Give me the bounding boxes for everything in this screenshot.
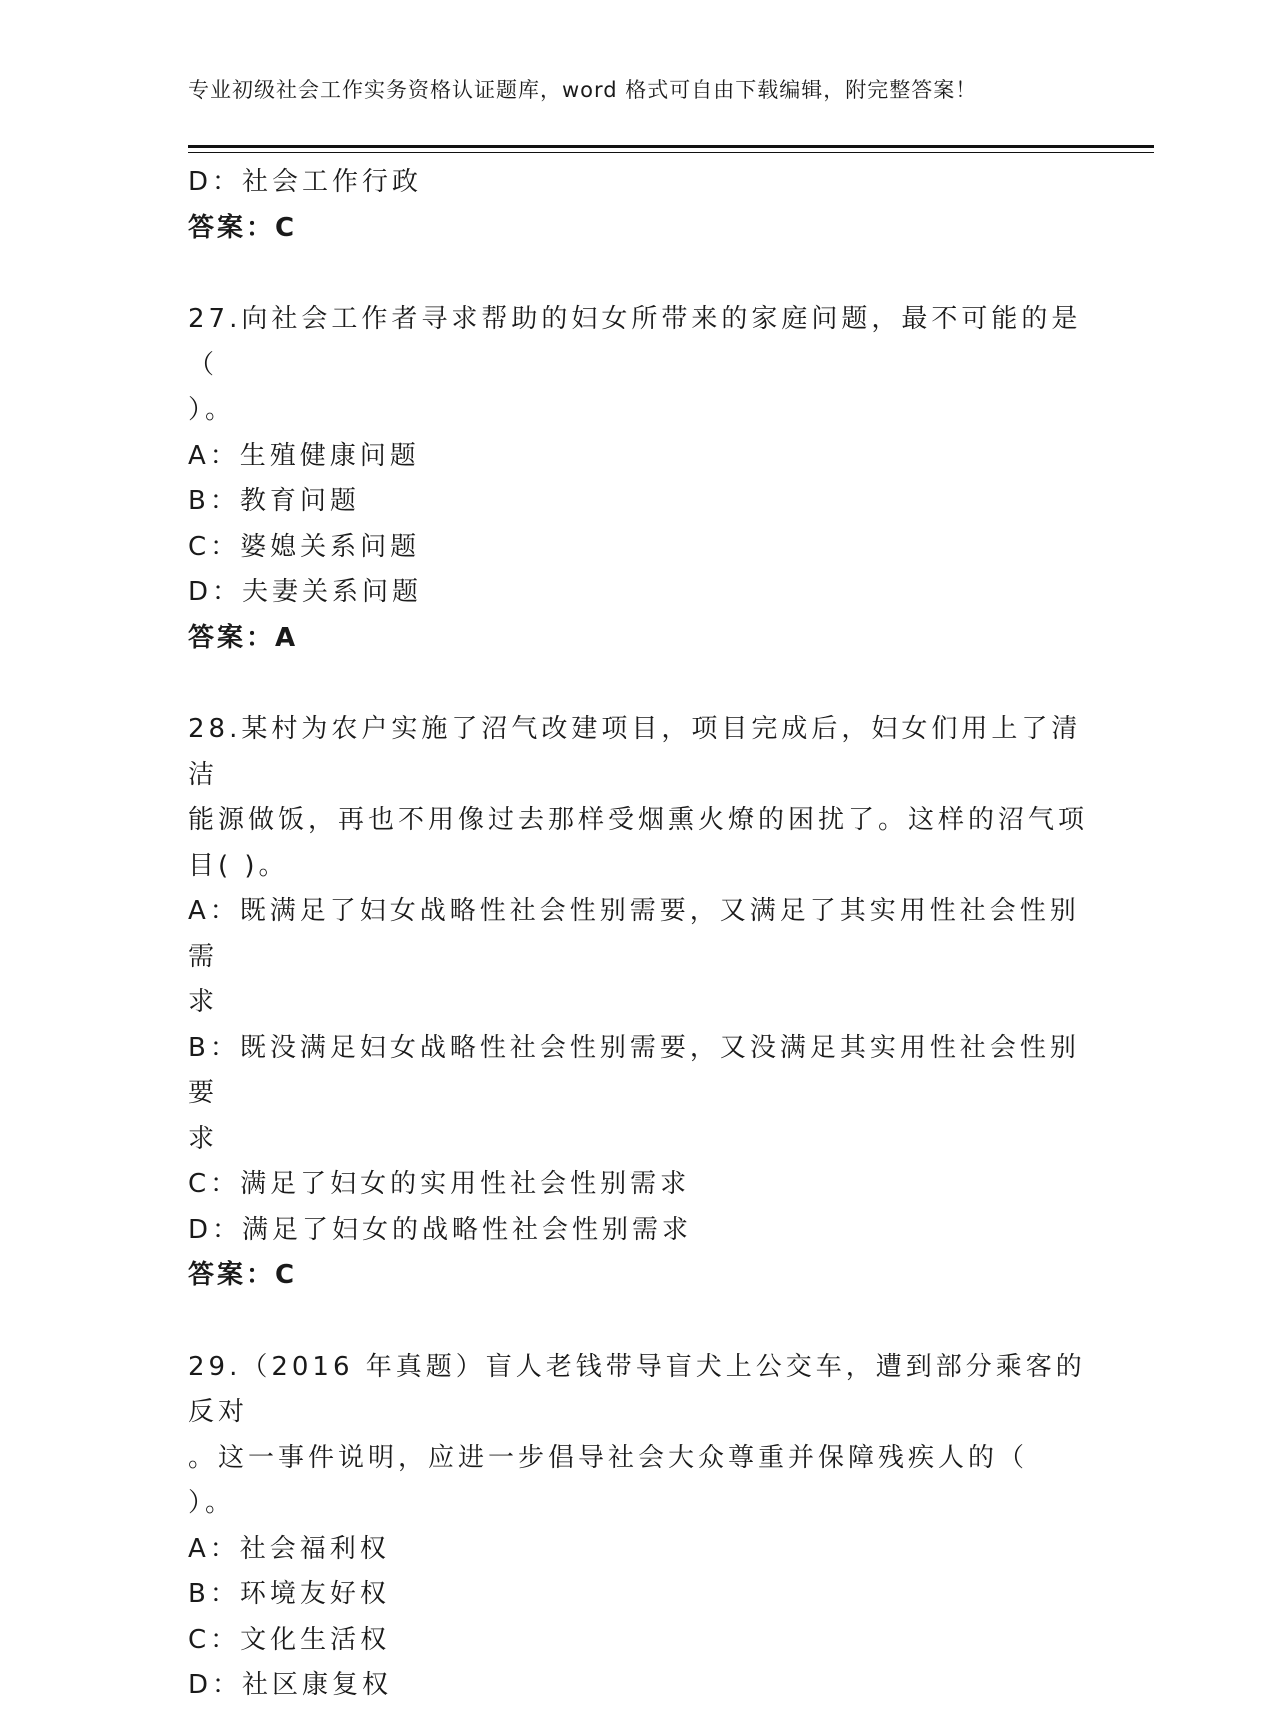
- question-27: [188, 297, 1088, 434]
- option-b: B：教育问题: [188, 486, 360, 516]
- question-text: 能源做饭，再也不用像过去那样受烟熏火燎的困扰了。这样的沼气项: [188, 805, 1089, 835]
- question-text: 29.（2016 年真题）盲人老钱带导盲犬上公交车，遭到部分乘客的反对: [188, 1351, 1086, 1427]
- option-b: B：既没满足妇女战略性社会性别需要，又没满足其实用性社会性别要: [188, 1032, 1080, 1108]
- option-a-continued: 求: [188, 987, 219, 1017]
- header-rule-thin: [188, 152, 1154, 153]
- question-text: 。这一事件说明，应进一步倡导社会大众尊重并保障残疾人的（: [188, 1442, 1029, 1473]
- option-a: A：生殖健康问题: [188, 440, 420, 471]
- option-d: D：社会工作行政: [188, 167, 423, 197]
- option-d: D：夫妻关系问题: [188, 577, 423, 607]
- question-28: [188, 707, 1088, 889]
- option-c: C：婆媳关系问题: [188, 531, 421, 562]
- question-text: 28.某村为农户实施了沼气改建项目，项目完成后，妇女们用上了清洁: [188, 714, 1082, 790]
- answer: 答案：C: [188, 1260, 298, 1290]
- option-a: A：既满足了妇女战略性社会性别需要，又满足了其实用性社会性别需: [188, 896, 1080, 972]
- document-body: [188, 160, 1088, 1709]
- question-text: 27.向社会工作者寻求帮助的妇女所带来的家庭问题，最不可能的是（: [188, 304, 1082, 380]
- spacer: [188, 1299, 1088, 1345]
- option-b-continued: 求: [188, 1123, 219, 1154]
- question-29: [188, 1345, 1088, 1527]
- question-text: ）。: [188, 395, 236, 425]
- answer: 答案：A: [188, 622, 299, 653]
- option-c: C：文化生活权: [188, 1624, 391, 1655]
- option-c: C：满足了妇女的实用性社会性别需求: [188, 1169, 691, 1199]
- page-header: 专业初级社会工作实务资格认证题库，word 格式可自由下载编辑，附完整答案！: [188, 78, 978, 102]
- question-text: ）。: [188, 1488, 236, 1518]
- option-a: A：社会福利权: [188, 1533, 390, 1564]
- header-rule-thick: [188, 145, 1154, 148]
- option-b: B：环境友好权: [188, 1579, 390, 1609]
- answer: 答案：C: [188, 212, 298, 243]
- option-d: D：满足了妇女的战略性社会性别需求: [188, 1214, 693, 1245]
- spacer: [188, 251, 1088, 297]
- question-text: 目( )。: [188, 850, 289, 881]
- option-d: D：社区康复权: [188, 1670, 393, 1700]
- spacer: [188, 661, 1088, 707]
